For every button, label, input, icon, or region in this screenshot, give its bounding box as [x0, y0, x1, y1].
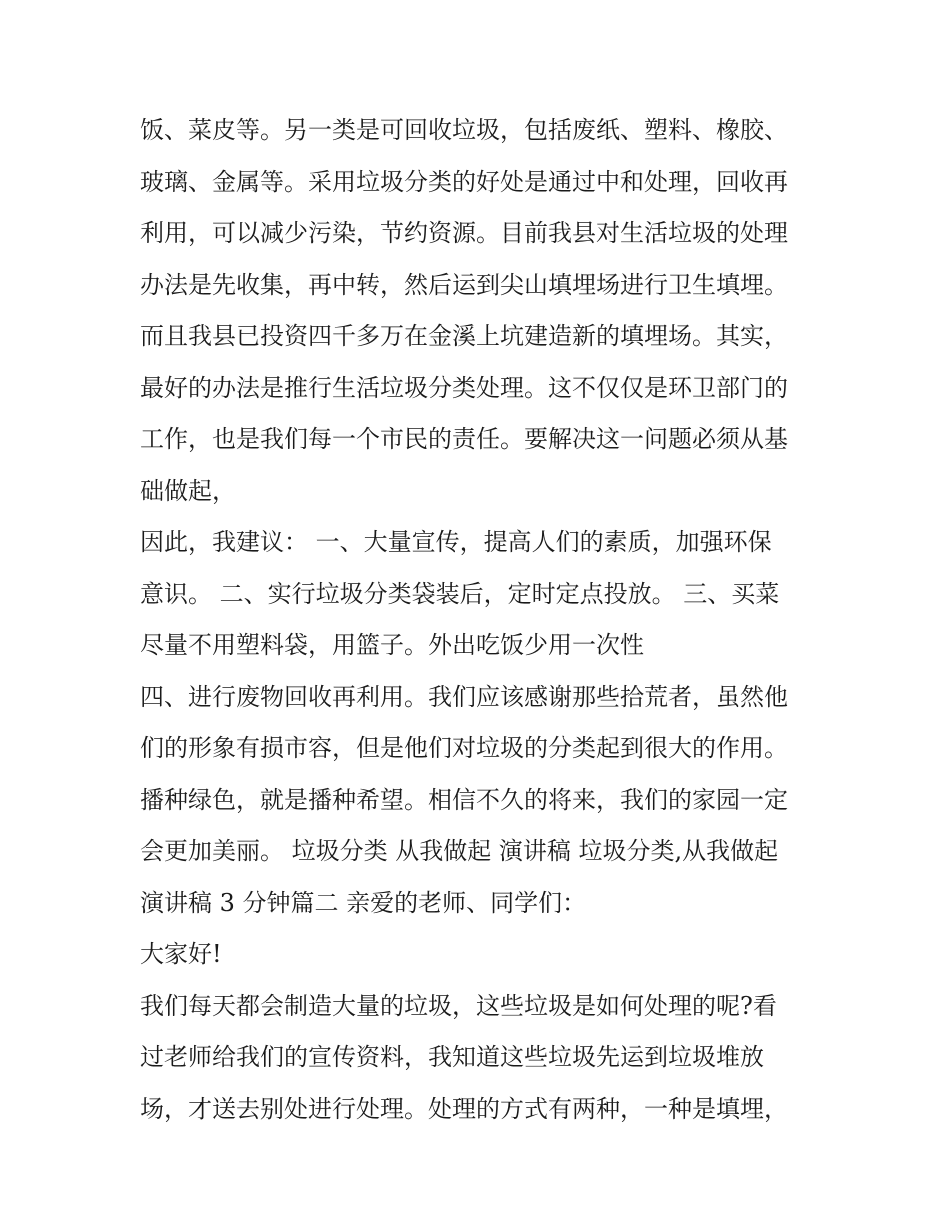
text-line: 工作，也是我们每一个市民的责任。要解决这一问题必须从基	[140, 425, 788, 453]
text-line: 意识。 二、实行垃圾分类袋装后，定时定点投放。 三、买菜	[140, 579, 780, 608]
text-line: 办法是先收集，再中转，然后运到尖山填埋场进行卫生填埋。	[140, 270, 788, 299]
text-line: 础做起，	[140, 476, 236, 505]
text-line: 过老师给我们的宣传资料，我知道这些垃圾先运到垃圾堆放	[140, 1043, 764, 1071]
text-line: 演讲稿 3 分钟篇二 亲爱的老师、同学们：	[140, 888, 587, 917]
text-line: 因此，我建议： 一、大量宣传，提高人们的素质，加强环保	[140, 528, 772, 556]
text-line: 们的形象有损市容，但是他们对垃圾的分类起到很大的作用。	[140, 734, 788, 762]
text-line: 播种绿色，就是播种希望。相信不久的将来，我们的家园一定	[140, 785, 788, 814]
text-line: 大家好!	[140, 940, 222, 968]
text-line: 饭、菜皮等。另一类是可回收垃圾，包括废纸、塑料、橡胶、	[140, 116, 788, 144]
body-text	[140, 105, 820, 1135]
text-line: 最好的办法是推行生活垃圾分类处理。这不仅仅是环卫部门的	[140, 373, 788, 402]
text-line: 我们每天都会制造大量的垃圾，这些垃圾是如何处理的呢?看	[140, 991, 777, 1020]
text-line: 而且我县已投资四千多万在金溪上坑建造新的填埋场。其实，	[140, 322, 788, 350]
text-line: 四、进行废物回收再利用。我们应该感谢那些拾荒者，虽然他	[140, 682, 788, 711]
text-line: 尽量不用塑料袋，用篮子。外出吃饭少用一次性	[140, 631, 644, 659]
text-line: 利用，可以减少污染，节约资源。目前我县对生活垃圾的处理	[140, 219, 788, 247]
text-line: 玻璃、金属等。采用垃圾分类的好处是通过中和处理，回收再	[140, 167, 788, 196]
text-line: 会更加美丽。 垃圾分类 从我做起 演讲稿 垃圾分类,从我做起	[140, 837, 779, 865]
text-line: 场，才送去别处进行处理。处理的方式有两种，一种是填埋，	[140, 1094, 788, 1123]
